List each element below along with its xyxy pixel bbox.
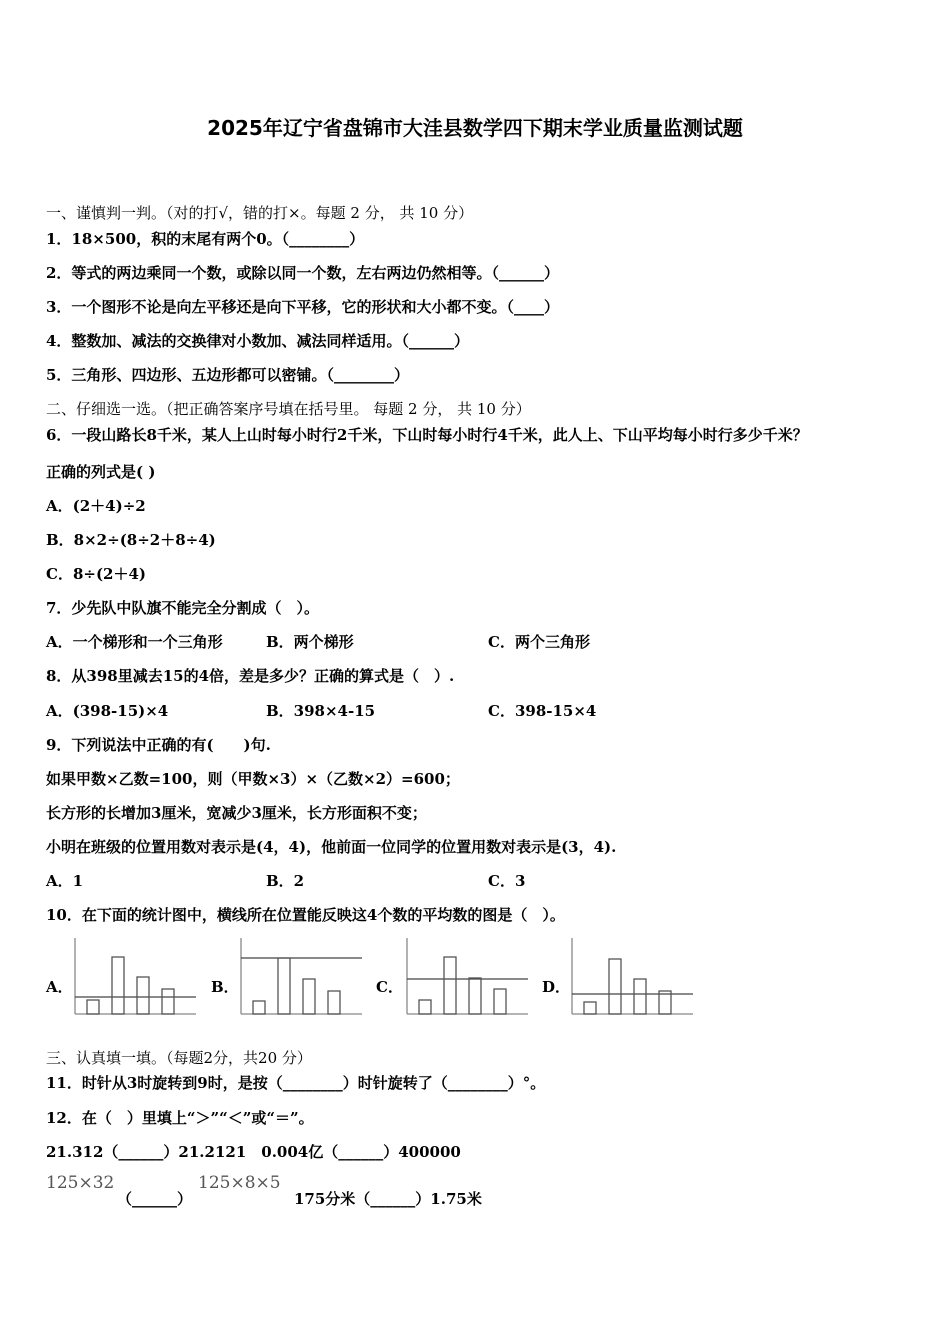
question-9-option-b: B．2 (266, 872, 305, 890)
question-10-stem: 10．在下面的统计图中，横线所在位置能反映这4个数的平均数的图是（ ）。 (46, 906, 565, 924)
question-7-option-b: B．两个梯形 (266, 633, 354, 651)
question-10-option-a-label: A． (46, 978, 73, 996)
question-8-option-b: B．398×4-15 (266, 702, 376, 720)
question-7-stem: 7．少先队中队旗不能完全分割成（ ）。 (46, 599, 319, 617)
question-12-expression-1: 125×32 (46, 1173, 115, 1193)
question-3: 3．一个图形不论是向左平移还是向下平移，它的形状和大小都不变。（____） (46, 298, 559, 316)
question-9-statement-1: 如果甲数×乙数=100，则（甲数×3）×（乙数×2）=600； (46, 770, 460, 788)
section-3-heading: 三、认真填一填。（每题2分，共20 分） (46, 1049, 312, 1067)
question-1: 1．18×500，积的末尾有两个0。（________） (46, 230, 365, 248)
question-7-option-a: A．一个梯形和一个三角形 (46, 633, 223, 651)
question-9-stem: 9．下列说法中正确的有( )句. (46, 736, 271, 754)
question-8-option-a: A．(398-15)×4 (46, 702, 169, 720)
question-6-option-b: B．8×2÷(8÷2＋8÷4) (46, 531, 216, 549)
question-7-option-c: C．两个三角形 (488, 633, 590, 651)
question-5: 5．三角形、四边形、五边形都可以密铺。（________） (46, 366, 409, 384)
question-9-statement-2: 长方形的长增加3厘米，宽减少3厘米，长方形面积不变； (46, 804, 427, 822)
question-10-figure-b (240, 938, 364, 1016)
section-2-heading: 二、仔细选一选。（把正确答案序号填在括号里。 每题 2 分， 共 10 分） (46, 400, 531, 418)
section-1-heading: 一、谨慎判一判。（对的打√，错的打×。每题 2 分， 共 10 分） (46, 204, 474, 222)
question-10-option-b-label: B． (211, 978, 239, 996)
question-9-statement-3: 小明在班级的位置用数对表示是(4，4)，他前面一位同学的位置用数对表示是(3，4). (46, 838, 617, 856)
question-4: 4．整数加、减法的交换律对小数加、减法同样适用。（______） (46, 332, 469, 350)
question-9-option-a: A．1 (46, 872, 84, 890)
question-12-stem: 12．在（ ）里填上“＞”“＜”或“＝”。 (46, 1109, 314, 1127)
question-10-option-d-label: D． (542, 978, 571, 996)
question-6-stem-2: 正确的列式是( ) (46, 463, 156, 481)
question-8-option-c: C．398-15×4 (488, 702, 597, 720)
question-10-option-c-label: C． (376, 978, 403, 996)
question-9-option-c: C．3 (488, 872, 526, 890)
question-12-row-1: 21.312（______）21.2121 0.004亿（______）400000 (46, 1143, 461, 1161)
question-6-stem: 6．一段山路长8千米，某人上山时每小时行2千米，下山时每小时行4千米，此人上、下山平均每小时行多少千米？ (46, 426, 808, 444)
question-10-figure-c (406, 938, 530, 1016)
question-2: 2．等式的两边乘同一个数，或除以同一个数，左右两边仍然相等。（______） (46, 264, 559, 282)
question-12-blank-1: （______） (117, 1190, 193, 1208)
question-6-option-a: A．(2＋4)÷2 (46, 497, 146, 515)
page-title: 2025年辽宁省盘锦市大洼县数学四下期末学业质量监测试题 (207, 116, 743, 140)
question-6-option-c: C．8÷(2＋4) (46, 565, 147, 583)
question-11: 11．时针从3时旋转到9时，是按（________）时针旋转了（________）°。 (46, 1074, 546, 1092)
question-10-figure-a (74, 938, 198, 1016)
question-10-figure-d (571, 938, 695, 1016)
question-12-expression-2: 125×8×5 (198, 1173, 281, 1193)
question-12-row-2b: 175分米（______）1.75米 (294, 1190, 482, 1208)
question-8-stem: 8．从398里减去15的4倍，差是多少？正确的算式是（ ）. (46, 667, 455, 685)
